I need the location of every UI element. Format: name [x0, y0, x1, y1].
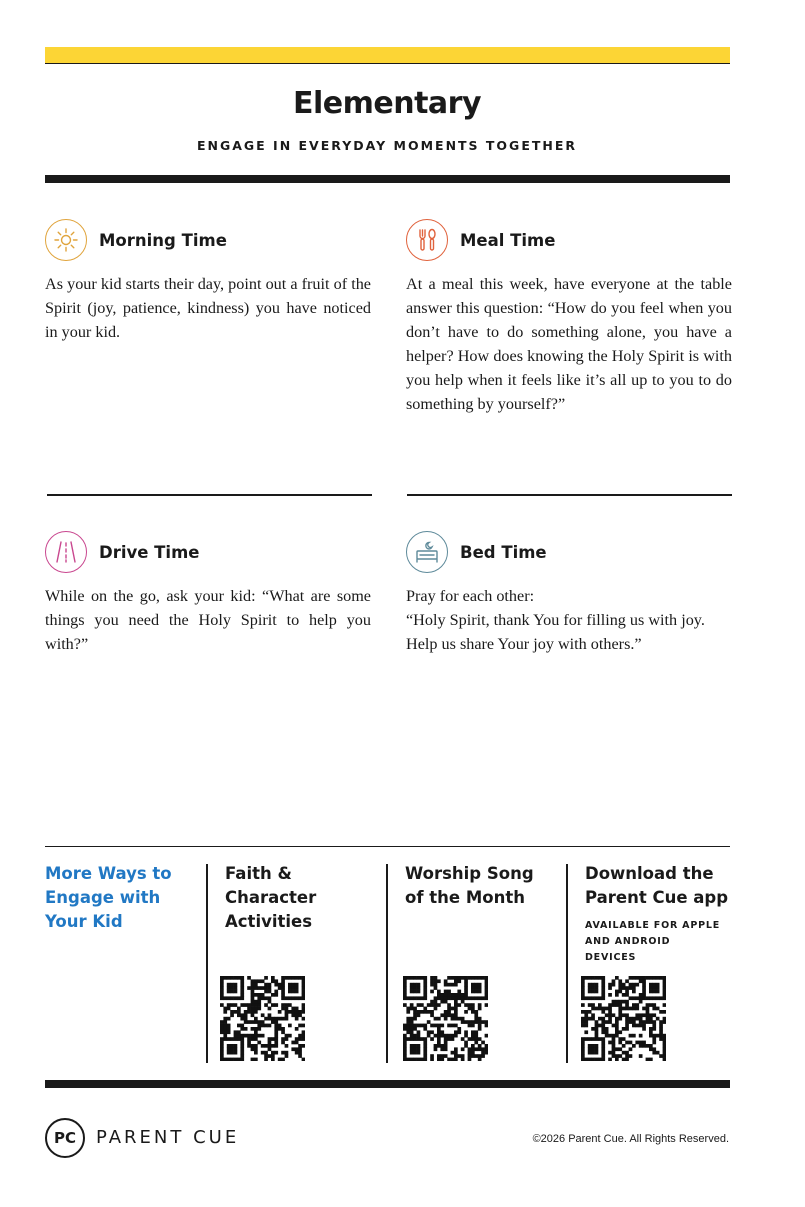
column-separator: [206, 864, 208, 1063]
utensils-icon: [406, 219, 448, 261]
resources-divider: [45, 846, 730, 847]
resource-title: Faith & Character Activities: [225, 864, 317, 931]
more-ways-heading: More Ways to Engage with Your Kid: [45, 864, 172, 931]
section-body: Pray for each other: “Holy Spirit, thank You for filling us with joy. Help us share Your joy with others.”: [406, 587, 705, 653]
resource-title: Download the Parent Cue app: [585, 864, 729, 907]
qr-code-parent-cue-app[interactable]: [581, 976, 666, 1061]
section-title: Morning Time: [99, 230, 227, 250]
sun-icon: [45, 219, 87, 261]
page-title: Elementary: [292, 86, 482, 121]
page-subtitle: ENGAGE IN EVERYDAY MOMENTS TOGETHER: [196, 138, 578, 153]
resource-faith-character: [225, 862, 365, 934]
resource-note: AVAILABLE FOR APPLE AND ANDROID DEVICES: [585, 920, 721, 963]
column-separator: [566, 864, 568, 1063]
section-body: As your kid starts their day, point out a fruit of the Spirit (joy, patience, kindness) you have noticed in your kid.: [45, 275, 371, 341]
section-title: Meal Time: [460, 230, 556, 250]
section-meal-time: [406, 218, 732, 416]
parent-cue-logo-mark: PC: [45, 1118, 85, 1158]
bed-icon: [406, 531, 448, 573]
qr-code-faith-character[interactable]: [220, 976, 305, 1061]
footer-divider: [45, 1080, 730, 1088]
section-body: At a meal this week, have everyone at the table answer this question: “How do you feel when you don’t have to do something alone, you have a helper? How does knowing the Holy Spirit is with you help when it feels like it’s all up to you to do something by yourself?”: [406, 275, 732, 413]
resource-worship-song: [405, 862, 555, 910]
section-drive-time: [45, 530, 371, 656]
top-accent-bar: [45, 47, 730, 64]
section-divider: [407, 494, 732, 496]
header-divider: [45, 175, 730, 183]
section-title: Bed Time: [460, 542, 547, 562]
qr-code-worship-song[interactable]: [403, 976, 488, 1061]
section-morning-time: [45, 218, 371, 344]
resource-title: Worship Song of the Month: [405, 864, 534, 907]
road-icon: [45, 531, 87, 573]
section-bed-time: [406, 530, 732, 656]
copyright: ©2026 Parent Cue. All Rights Reserved.: [532, 1133, 729, 1145]
column-separator: [386, 864, 388, 1063]
resource-parent-cue-app: [585, 862, 735, 966]
parent-cue-logo-text: PARENT CUE: [96, 1127, 240, 1148]
section-divider: [47, 494, 372, 496]
section-body: While on the go, ask your kid: “What are some things you need the Holy Spirit to help you with?”: [45, 587, 371, 653]
section-title: Drive Time: [99, 542, 200, 562]
